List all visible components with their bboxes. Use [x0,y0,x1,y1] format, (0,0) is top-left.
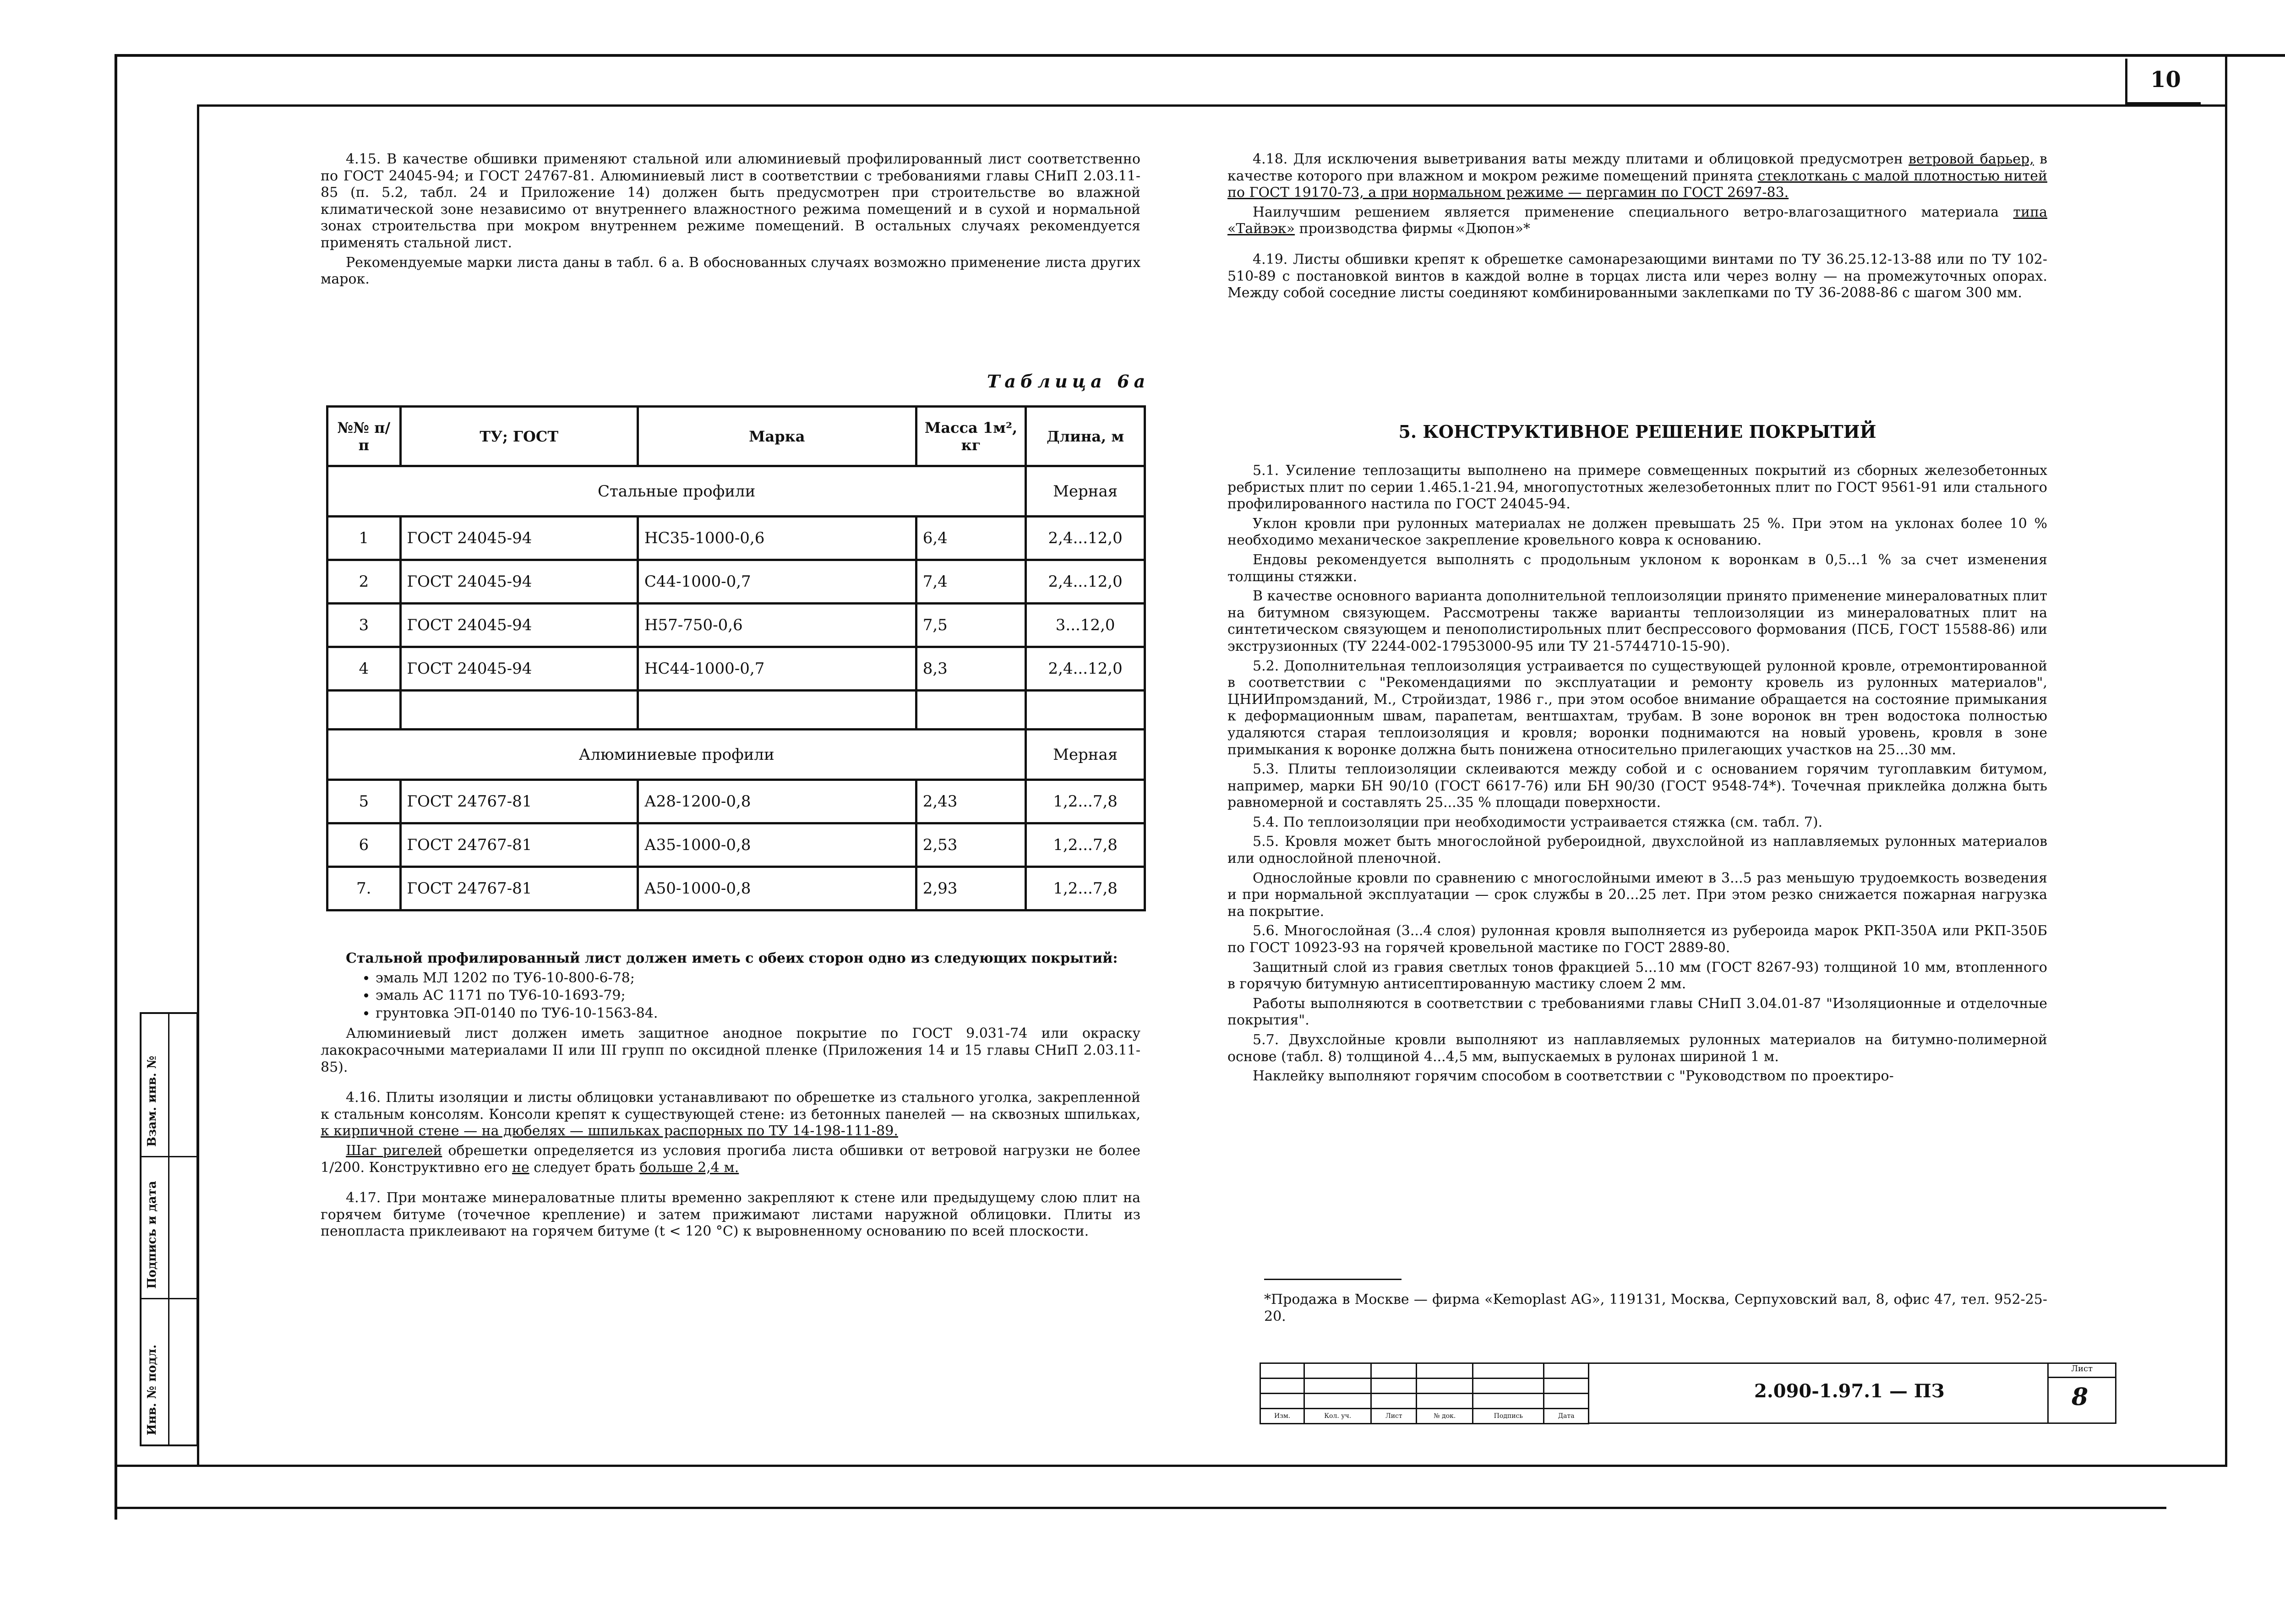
underlined-text: типа «Тайвэк» [1227,204,2047,237]
table-row-empty [327,691,1145,730]
stamp-col-signature: Подпись [1473,1409,1544,1424]
table-cell: С44-1000-0,7 [638,560,916,604]
paragraph-5-6-b: Защитный слой из гравия светлых тонов фракцией 5...10 мм (ГОСТ 8267-93) толщиной 10 мм, втопленного в горячую битумную антисептированную мастику слоем 2 мм. [1227,959,2047,992]
table-row [327,604,1145,647]
table-cell: 2,4...12,0 [1026,517,1145,560]
paragraph-aluminium-coating: Алюминиевый лист должен иметь защитное анодное покрытие по ГОСТ 9.031-74 или окраску лакокрасочными материалами II или III групп по оксидной пленке (Приложения 14 и 15 главы СНиП 2.03.11-85). [321,1025,1140,1075]
side-label-inv: Инв. № подл. [145,1344,159,1435]
paragraph-5-7: 5.7. Двухслойные кровли выполняют из наплавляемых рулонных материалов на битумно-полимерной основе (табл. 8) толщиной 4...4,5 мм, выпускаемых в рулонах шириной 1 м. [1227,1032,2047,1065]
table-row [327,780,1145,823]
table-cell: А35-1000-0,8 [638,823,916,867]
underlined-text: Шаг ригелей [346,1142,442,1159]
table-cell [1026,691,1145,730]
paragraph-text: обрешетки определяется из условия прогиба листа обшивки от ветровой нагрузки не более 1/200. Конструктивно его [321,1142,1140,1176]
paragraph-4-15-b: Рекомендуемые марки листа даны в табл. 6 а. В обоснованных случаях возможно применение листа других марок. [321,254,1140,288]
footnote-text: *Продажа в Москве — фирма «Kemoplast AG», 119131, Москва, Серпуховский вал, 8, офис 47, тел. 952-25-20. [1264,1292,2047,1324]
table-cell: 2,4...12,0 [1026,560,1145,604]
stamp-col-doc: № док. [1417,1409,1473,1424]
list-item: • эмаль АС 1171 по ТУ6-10-1693-79; [376,987,1140,1004]
side-label-replace: Взам. инв. № [145,1056,159,1147]
table-cell: 7. [327,867,401,910]
table-row [327,823,1145,867]
paragraph-4-17: 4.17. При монтаже минераловатные плиты временно закрепляют к стене или предыдущему слою плит на горячем битуме (точечное крепление) и затем прижимают листами наружной облицовки. Плиты из пенопласта приклеивают на горячем битуме (t < 120 °С) к выровненному основанию по всей плоскости. [321,1190,1140,1240]
paragraph-text: производства фирмы «Дюпон»* [1295,221,1531,237]
underlined-text: стеклоткань с малой плотностью нитей по ГОСТ 19170-73, а при нормальном режиме — пергамин по ГОСТ 2697-83. [1227,168,2047,201]
table-row [327,560,1145,604]
paragraph-text: Наилучшим решением является применение специального ветро-влагозащитного материала [1253,204,2013,220]
inner-frame-bottom [115,1465,2226,1467]
table-header-num: №№ п/п [327,407,401,466]
table-header-mark: Марка [638,407,916,466]
stamp-col-sheet: Лист [1371,1409,1417,1424]
table-cell: 7,5 [916,604,1026,647]
paragraph-5-1-d: В качестве основного варианта дополнительной теплоизоляции принято применение минераловатных плит на битумном связующем. Рассмотрены также варианты теплоизоляции из минераловатных плит на синтетическом связующем и пенополистирольных плит беспрессового формования (ПСБ, ГОСТ 15588-86) или экструзионных (ТУ 2244-002-17953000-95 или ТУ 21-5744710-15-90). [1227,588,2047,654]
table-cell: НС44-1000-0,7 [638,647,916,691]
table-alu-length: Мерная [1026,730,1145,780]
table-cell: 5 [327,780,401,823]
paragraph-5-5: 5.5. Кровля может быть многослойной рубероидной, двухслойной из наплавляемых рулонных материалов или однослойной пленочной. [1227,834,2047,867]
table-cell: 2,53 [916,823,1026,867]
side-strip [140,1012,198,1446]
paragraph-5-4: 5.4. По теплоизоляции при необходимости устраивается стяжка (см. табл. 7). [1253,814,1823,830]
table-cell: 3...12,0 [1026,604,1145,647]
table-section-steel: Стальные профили [327,466,1026,517]
paragraph-5-5-b: Однослойные кровли по сравнению с многослойными имеют в 3...5 раз меньшую трудоемкость возведения и при нормальной эксплуатации — срок службы в 20...25 лет. При этом резко снижается пожарная нагрузка на покрытие. [1227,870,2047,920]
paragraph-5-7-b: Наклейку выполняют горячим способом в соответствии с "Руководством по проектиро- [1253,1068,1894,1084]
paragraph-5-3: 5.3. Плиты теплоизоляции склеиваются между собой и с основанием горячим тугоплавким битумом, например, марки БН 90/10 (ГОСТ 6617-76) или БН 90/30 (ГОСТ 9548-74*). Точечная приклейка должна быть равномерной и составлять 25...35 % площади поверхности. [1227,761,2047,811]
right-column-top [1227,151,2047,305]
table-steel-length: Мерная [1026,466,1145,517]
document-code: 2.090-1.97.1 — ПЗ [1754,1380,1945,1402]
section-5-title: 5. КОНСТРУКТИВНОЕ РЕШЕНИЕ ПОКРЫТИЙ [1398,421,1876,442]
table-section-alu: Алюминиевые профили [327,730,1026,780]
paragraph-5-1-b: Уклон кровли при рулонных материалах не должен превышать 25 %. При этом на уклонах более 10 % необходимо механическое закрепление кровельного ковра к основанию. [1227,515,2047,549]
sheet-number-box [2047,1362,2116,1424]
footnote [1264,1292,2047,1328]
frame-top [115,54,2285,57]
table-cell: 6 [327,823,401,867]
paragraph-text: следует брать [529,1159,640,1176]
paragraph-5-1-c: Ендовы рекомендуется выполнять с продольным уклоном к воронкам в 0,5...1 % за счет изменения толщины стяжки. [1227,551,2047,585]
paragraph-5-6: 5.6. Многослойная (3...4 слоя) рулонная кровля выполняется из рубероида марок РКП-350А или РКП-350Б по ГОСТ 10923-93 на горячей кровельной мастике по ГОСТ 2889-80. [1227,923,2047,956]
table-cell [400,691,638,730]
sheet-label: Лист [2049,1364,2115,1378]
inner-frame-top [197,104,2226,107]
table-cell: 8,3 [916,647,1026,691]
inner-frame-right [2225,54,2227,1467]
coatings-list [321,970,1140,1022]
underlined-text: ветровой барьер, [1909,151,2034,167]
stamp-col-change: Изм. [1260,1409,1304,1424]
table-cell: 2 [327,560,401,604]
frame-bottom [115,1507,2166,1509]
title-block-code-area [1589,1362,2047,1424]
table-cell: А50-1000-0,8 [638,867,916,910]
table-row [327,647,1145,691]
table-row [327,867,1145,910]
title-block-revisions [1260,1362,1589,1424]
table-row [327,517,1145,560]
table-cell: 2,93 [916,867,1026,910]
paragraph-4-16 [321,1090,1140,1140]
right-column-section-5 [1227,463,2047,1088]
paragraph-4-16-underlined: к кирпичной стене — на дюбелях — шпильках распорных по ТУ 14-198-111-89. [321,1123,898,1139]
paragraph-4-18-b [1227,204,2047,238]
sheet-number: 8 [2072,1383,2089,1411]
table-cell: ГОСТ 24045-94 [400,560,638,604]
paragraph-text: в качестве которого при влажном и мокром режиме помещений принята [1227,151,2048,184]
side-strip-row-line-1 [142,1156,196,1157]
stamp-col-date: Дата [1544,1409,1589,1424]
table-cell: 4 [327,647,401,691]
table-cell: 1 [327,517,401,560]
table-cell: 2,4...12,0 [1026,647,1145,691]
stamp-col-count: Кол. уч. [1304,1409,1371,1424]
table-header-length: Длина, м [1026,407,1145,466]
paragraph-5-1: 5.1. Усиление теплозащиты выполнено на примере совмещенных покрытий из сборных железобетонных ребристых плит по серии 1.465.1-21.94, многопустотных железобетонных плит по ГОСТ 9561-91 или стального профилированного настила по ГОСТ 24045-94. [1227,463,2047,512]
table-cell: Н57-750-0,6 [638,604,916,647]
table-cell [327,691,401,730]
paragraph-5-2: 5.2. Дополнительная теплоизоляция устраивается по существующей рулонной кровле, отремонтированной в соответствии с "Рекомендациями по эксплуатации и ремонту кровель из рулонных материалов", ЦНИИпромзданий, М., Стройиздат, 1986 г., при этом особое внимание обращается на состояние примыкания к деформационным швам, парапетам, вентшахтам, трубам. В зоне воронок вн трен водостока полностью удаляются старая теплоизоляция и кровля; воронки поднимаются на новый уровень, кровля в зоне примыкания к воронке должна быть понижена относительно прилегающих участков на 25...30 мм. [1227,658,2047,758]
table-cell: ГОСТ 24045-94 [400,604,638,647]
underlined-text: больше 2,4 м. [639,1159,739,1176]
table-cell [916,691,1026,730]
table-cell: ГОСТ 24045-94 [400,517,638,560]
corner-number: 10 [2150,67,2181,93]
table-header-mass: Масса 1м², кг [916,407,1026,466]
profiles-table [326,405,1146,911]
table-cell: 1,2...7,8 [1026,780,1145,823]
table-cell: ГОСТ 24767-81 [400,867,638,910]
title-block [1260,1362,2116,1431]
paragraph-4-18 [1227,151,2047,202]
paragraph-4-16-text: 4.16. Плиты изоляции и листы облицовки устанавливают по обрешетке из стального уголка, закрепленной к стальным консолям. Консоли крепят к существующей стене: из бетонных панелей — на сквозных шпильках, [321,1090,1140,1123]
list-item: • эмаль МЛ 1202 по ТУ6-10-800-6-78; [376,970,1140,987]
left-column-bottom [321,950,1140,1243]
footnote-divider [1264,1279,1402,1280]
corner-number-box [2125,59,2201,104]
table-caption: Таблица 6а [987,371,1150,392]
table-cell: 7,4 [916,560,1026,604]
left-column-top [321,151,1140,291]
underlined-text: не [512,1159,529,1176]
table-cell: А28-1200-0,8 [638,780,916,823]
side-strip-divider [168,1014,169,1444]
paragraph-coatings-intro: Стальной профилированный лист должен иметь с обеих сторон одно из следующих покрытий: [346,950,1118,966]
table-header-gost: ТУ; ГОСТ [400,407,638,466]
paragraph-text: 4.18. Для исключения выветривания ваты между плитами и облицовкой предусмотрен [1253,151,1909,167]
side-label-signature: Подпись и дата [145,1181,159,1289]
table-cell: 1,2...7,8 [1026,867,1145,910]
table-cell: 6,4 [916,517,1026,560]
table-cell: 3 [327,604,401,647]
table-cell: 1,2...7,8 [1026,823,1145,867]
frame-left [115,54,117,1520]
side-strip-row-line-2 [142,1298,196,1299]
table-cell: ГОСТ 24767-81 [400,780,638,823]
table-cell: ГОСТ 24045-94 [400,647,638,691]
paragraph-4-16-b [321,1143,1140,1176]
table-cell: НС35-1000-0,6 [638,517,916,560]
table-cell: ГОСТ 24767-81 [400,823,638,867]
paragraph-5-6-c: Работы выполняются в соответствии с требованиями главы СНиП 3.04.01-87 "Изоляционные и отделочные покрытия". [1227,995,2047,1029]
table-cell: 2,43 [916,780,1026,823]
paragraph-4-15: 4.15. В качестве обшивки применяют стальной или алюминиевый профилированный лист соответственно по ГОСТ 24045-94; и ГОСТ 24767-81. Алюминиевый лист в соответствии с требованиями главы СНиП 2.03.11-85 (п. 5.2, табл. 24 и Приложение 14) должен быть предусмотрен при строительстве во влажной климатической зоне независимо от внутреннего влажностного режима помещений и в сухой и нормальной зонах строительства при мокром внутреннем режиме помещений. В остальных случаях рекомендуется применять стальной лист. [321,151,1140,251]
table-cell [638,691,916,730]
list-item: • грунтовка ЭП-0140 по ТУ6-10-1563-84. [376,1005,1140,1022]
paragraph-4-19: 4.19. Листы обшивки крепят к обрешетке самонарезающими винтами по ТУ 36.25.12-13-88 или по ТУ 102-510-89 с постановкой винтов в каждой волне в торцах листа или через волну — на промежуточных опорах. Между собой соседние листы соединяют комбинированными заклепками по ТУ 36-2088-86 с шагом 300 мм. [1227,251,2047,301]
